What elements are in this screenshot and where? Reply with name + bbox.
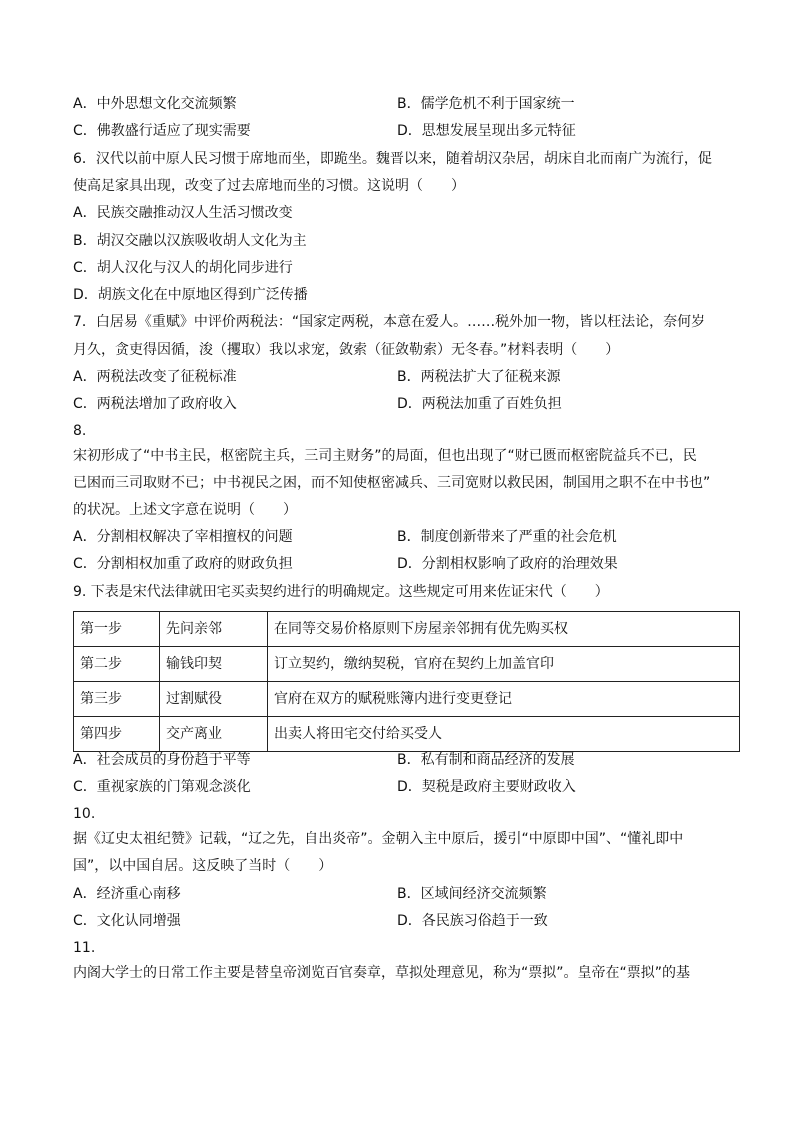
q6-stem-line-1: 6．汉代以前中原人民习惯于席地而坐，即跪坐。魏晋以来，随着胡汉杂居，胡床自北而南广为流行，促 [73,151,712,167]
q9-rules-table [73,611,740,752]
q11-number: 11. [73,940,96,956]
q6-option-c[interactable]: C．胡人汉化与汉人的胡化同步进行 [73,260,293,276]
q10-stem-line-2: 国”，以中国自居。这反映了当时（ ） [73,858,333,874]
q7-option-a[interactable]: A．两税法改变了征税标准 [73,369,237,385]
q7-option-b[interactable]: B．两税法扩大了征税来源 [397,369,561,385]
step-cell: 第二步 [74,647,160,682]
table-row [74,647,740,682]
q8-option-c[interactable]: C．分割相权加重了政府的财政负担 [73,556,293,572]
q9-option-a[interactable]: A．社会成员的身份趋于平等 [73,752,251,768]
step-description-cell: 订立契约，缴纳契税，官府在契约上加盖官印 [268,647,740,682]
q5-option-b[interactable]: B．儒学危机不利于国家统一 [397,96,575,112]
q11-stem-line-1: 内阁大学士的日常工作主要是替皇帝浏览百官奏章，草拟处理意见，称为“票拟”。皇帝在“票拟”的基 [73,965,691,981]
q5-option-c[interactable]: C．佛教盛行适应了现实需要 [73,123,251,139]
table-row [74,682,740,717]
step-name-cell: 过割赋役 [160,682,268,717]
q7-stem-line-1: 7．白居易《重赋》中评价两税法：“国家定两税，本意在爱人。……税外加一物，皆以枉法论，奈何岁 [73,314,706,330]
q10-option-d[interactable]: D．各民族习俗趋于一致 [397,913,548,929]
step-description-cell: 出卖人将田宅交付给买受人 [268,717,740,752]
q9-option-b[interactable]: B．私有制和商品经济的发展 [397,752,575,768]
q8-stem-line-3: 的状况。上述文字意在说明（ ） [73,502,297,518]
step-cell: 第四步 [74,717,160,752]
step-name-cell: 输钱印契 [160,647,268,682]
q7-option-c[interactable]: C．两税法增加了政府收入 [73,396,237,412]
table-row [74,717,740,752]
step-description-cell: 在同等交易价格原则下房屋亲邻拥有优先购买权 [268,612,740,647]
q8-option-d[interactable]: D．分割相权影响了政府的治理效果 [397,556,618,572]
q10-stem-line-1: 据《辽史太祖纪赞》记载，“辽之先，自出炎帝”。金朝入主中原后，援引“中原即中国”、“懂礼即中 [73,831,684,847]
step-cell: 第三步 [74,682,160,717]
q10-number: 10. [73,806,96,822]
q6-option-a[interactable]: A．民族交融推动汉人生活习惯改变 [73,205,293,221]
q6-option-b[interactable]: B．胡汉交融以汉族吸收胡人文化为主 [73,233,307,249]
q8-stem-line-2: 已困而三司取财不已；中书视民之困，而不知使枢密减兵、三司宽财以救民困，制国用之职不在中书也” [73,475,711,491]
step-cell: 第一步 [74,612,160,647]
q8-number: 8. [73,423,87,439]
q10-option-c[interactable]: C．文化认同增强 [73,913,181,929]
table-row [74,612,740,647]
q8-option-a[interactable]: A．分割相权解决了宰相擅权的问题 [73,529,293,545]
step-name-cell: 先问亲邻 [160,612,268,647]
q5-option-a[interactable]: A．中外思想文化交流频繁 [73,96,237,112]
q8-option-b[interactable]: B．制度创新带来了严重的社会危机 [397,529,617,545]
q9-stem: 9. 下表是宋代法律就田宅买卖契约进行的明确规定。这些规定可用来佐证宋代（ ） [73,584,609,600]
q9-option-c[interactable]: C．重视家族的门第观念淡化 [73,779,251,795]
q10-option-b[interactable]: B．区域间经济交流频繁 [397,886,547,902]
q10-option-a[interactable]: A．经济重心南移 [73,886,181,902]
step-description-cell: 官府在双方的赋税账簿内进行变更登记 [268,682,740,717]
q6-stem-line-2: 使高足家具出现，改变了过去席地而坐的习惯。这说明（ ） [73,178,465,194]
q5-option-d[interactable]: D．思想发展呈现出多元特征 [397,123,576,139]
q8-stem-line-1: 宋初形成了“中书主民，枢密院主兵，三司主财务”的局面，但也出现了“财已匮而枢密院益兵不已，民 [73,448,697,464]
q7-option-d[interactable]: D．两税法加重了百姓负担 [397,396,562,412]
q6-option-d[interactable]: D．胡族文化在中原地区得到广泛传播 [73,287,308,303]
q7-stem-line-2: 月久，贪吏得因循，浚（攫取）我以求宠，敛索（征敛勒索）无冬春。”材料表明（ ） [73,342,620,358]
q9-option-d[interactable]: D．契税是政府主要财政收入 [397,779,576,795]
step-name-cell: 交产离业 [160,717,268,752]
